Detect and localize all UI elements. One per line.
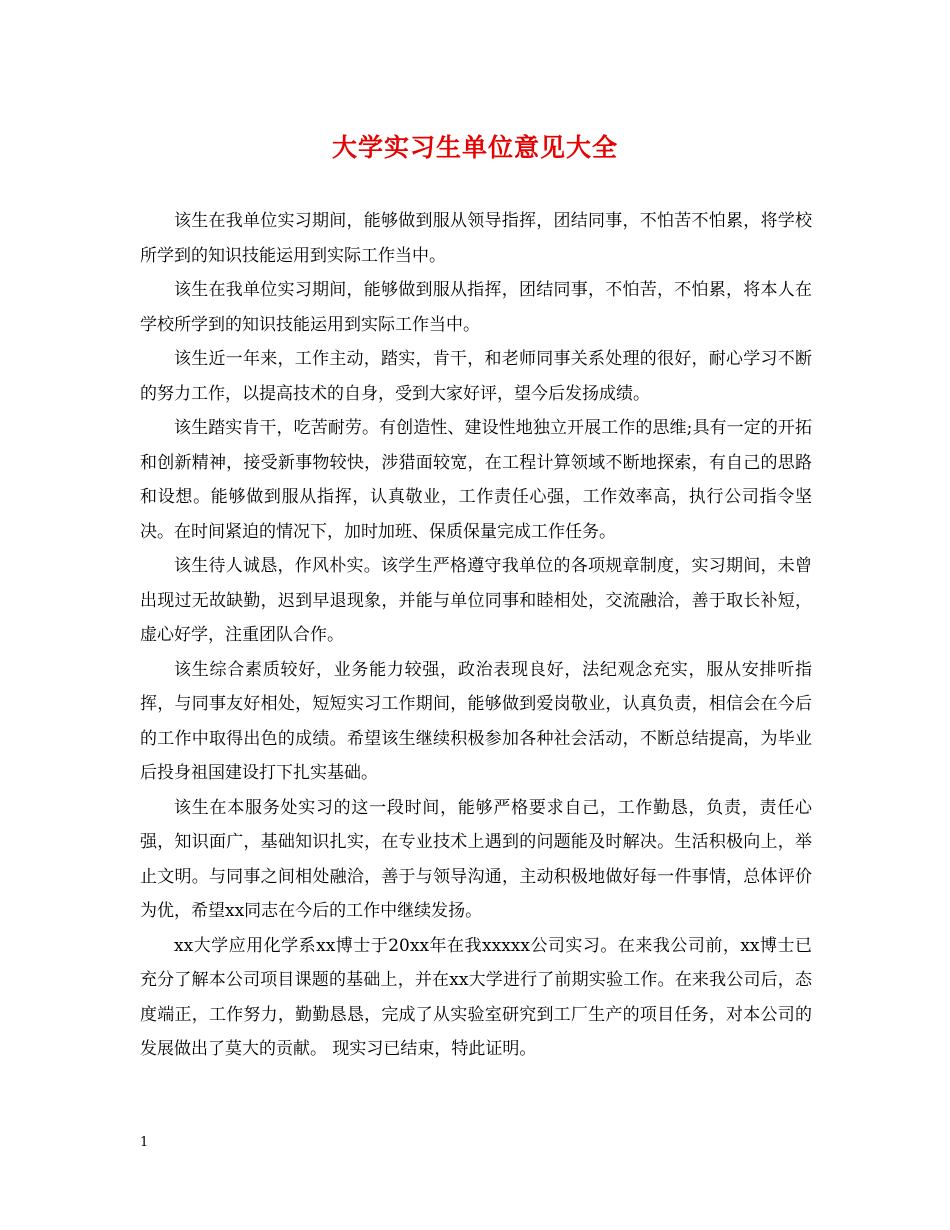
paragraph: 该生在本服务处实习的这一段时间，能够严格要求自己，工作勤恳，负责，责任心强，知识面广，基础知识扎实，在专业技术上遇到的问题能及时解决。生活积极向上，举止文明。与同事之间相处融洽，善于与领导沟通，主动积极地做好每一件事情，总体评价为优，希望xx同志在今后的工作中继续发扬。 xyxy=(140,797,812,921)
paragraph: 该生待人诚恳，作风朴实。该学生严格遵守我单位的各项规章制度，实习期间，未曾出现过无故缺勤，迟到早退现象，并能与单位同事和睦相处，交流融洽，善于取长补短，虚心好学，注重团队合作。 xyxy=(140,556,812,645)
document-title: 大学实习生单位意见大全 xyxy=(331,133,618,162)
page-number: 1 xyxy=(140,1135,149,1150)
paragraph: xx大学应用化学系xx博士于20xx年在我xxxxx公司实习。在来我公司前，xx博士已充分了解本公司项目课题的基础上，并在xx大学进行了前期实验工作。在来我公司后，态度端正，工作努力，勤勤恳恳，完成了从实验室研究到工厂生产的项目任务，对本公司的发展做出了莫大的贡献。 现实习已结束，特此证明。 xyxy=(140,935,812,1059)
document-body xyxy=(140,204,812,1067)
paragraph: 该生在我单位实习期间，能够做到服从领导指挥，团结同事，不怕苦不怕累，将学校所学到的知识技能运用到实际工作当中。 xyxy=(140,211,812,266)
paragraph: 该生综合素质较好，业务能力较强，政治表现良好，法纪观念充实，服从安排听指挥，与同事友好相处，短短实习工作期间，能够做到爱岗敬业，认真负责，相信会在今后的工作中取得出色的成绩。希望该生继续积极参加各种社会活动，不断总结提高，为毕业后投身祖国建设打下扎实基础。 xyxy=(140,659,812,783)
paragraph: 该生踏实肯干，吃苦耐劳。有创造性、建设性地独立开展工作的思维;具有一定的开拓和创新精神，接受新事物较快，涉猎面较宽，在工程计算领域不断地探索，有自己的思路和设想。能够做到服从指挥，认真敬业，工作责任心强，工作效率高，执行公司指令坚决。在时间紧迫的情况下，加时加班、保质保量完成工作任务。 xyxy=(140,418,812,542)
paragraph: 该生在我单位实习期间，能够做到服从指挥，团结同事，不怕苦，不怕累，将本人在学校所学到的知识技能运用到实际工作当中。 xyxy=(140,280,812,335)
paragraph: 该生近一年来，工作主动，踏实，肯干，和老师同事关系处理的很好，耐心学习不断的努力工作，以提高技术的自身，受到大家好评，望今后发扬成绩。 xyxy=(140,349,812,404)
